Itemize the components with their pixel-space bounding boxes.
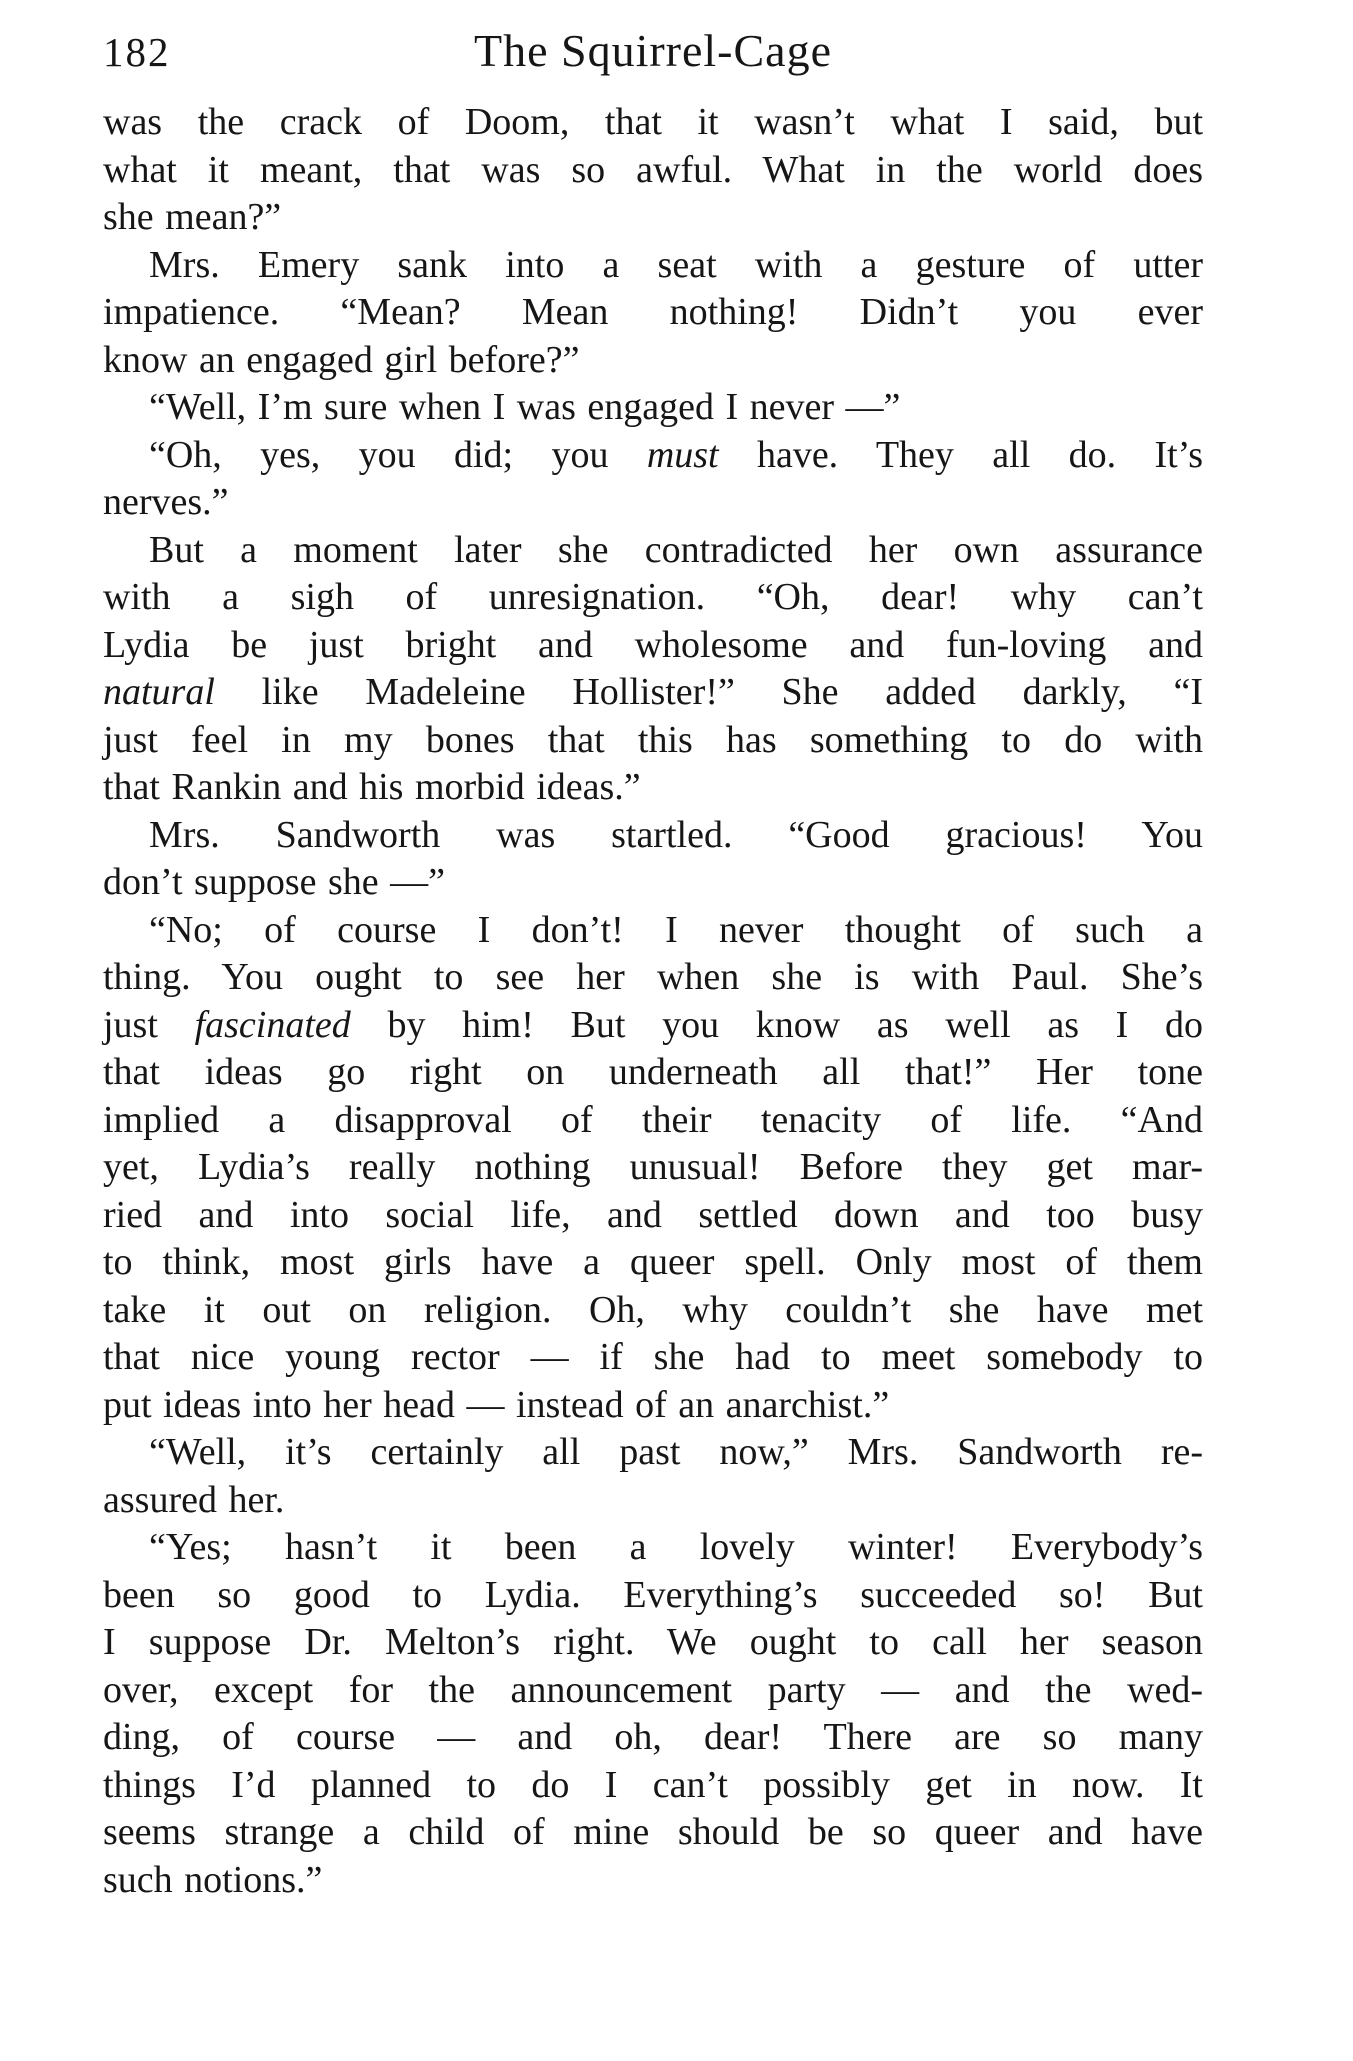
text-line: things I’d planned to do I can’t possibly get in now. It xyxy=(103,1763,1203,1806)
text-line: to think, most girls have a queer spell. Only most of them xyxy=(103,1241,1203,1283)
text-line: “Yes; hasn’t it been a lovely winter! Everybody’s xyxy=(149,1526,1203,1568)
text-line: with a sigh of unresignation. “Oh, dear! why can’t xyxy=(103,576,1203,618)
paragraph xyxy=(103,1524,1203,1904)
text-line: But a moment later she contradicted her own assurance xyxy=(149,528,1203,571)
text-line: nerves.” xyxy=(103,481,229,523)
paragraph xyxy=(103,242,1203,385)
text-line: yet, Lydia’s really nothing unusual! Before they get mar- xyxy=(103,1146,1203,1188)
text-line: ding, of course — and oh, dear! There are so many xyxy=(103,1716,1203,1758)
paragraph xyxy=(103,1429,1203,1524)
text-line: “No; of course I don’t! I never thought of such a xyxy=(149,908,1203,951)
running-head xyxy=(103,24,1203,77)
text-line: don’t suppose she —” xyxy=(103,861,445,903)
paragraph xyxy=(103,432,1203,527)
text-line: that nice young rector — if she had to meet somebody to xyxy=(103,1336,1203,1378)
text-line: Mrs. Emery sank into a seat with a gesture of utter xyxy=(149,243,1203,286)
text-line: know an engaged girl before?” xyxy=(103,338,580,381)
text-line: over, except for the announcement party — and the wed- xyxy=(103,1668,1203,1711)
text-line: natural like Madeleine Hollister!” She added darkly, “I xyxy=(103,671,1203,713)
text-line: Lydia be just bright and wholesome and fun-loving and xyxy=(103,623,1203,666)
paragraph xyxy=(103,384,1203,432)
text-line: she mean?” xyxy=(103,196,282,238)
page-content xyxy=(103,24,1203,1904)
text-line: put ideas into her head — instead of an anarchist.” xyxy=(103,1383,890,1426)
text-line: been so good to Lydia. Everything’s succeeded so! But xyxy=(103,1573,1203,1616)
paragraph xyxy=(103,99,1203,242)
running-title: The Squirrel-Cage xyxy=(473,25,833,76)
text-line: “Well, I’m sure when I was engaged I never —” xyxy=(149,386,901,428)
text-line: “Oh, yes, you did; you must have. They all do. It’s xyxy=(149,433,1203,476)
text-line: what it meant, that was so awful. What in the world does xyxy=(103,148,1203,191)
text-line: that ideas go right on underneath all that!” Her tone xyxy=(103,1051,1203,1093)
text-line: thing. You ought to see her when she is with Paul. She’s xyxy=(103,956,1203,998)
text-line: I suppose Dr. Melton’s right. We ought to call her season xyxy=(103,1621,1203,1663)
text-line: just feel in my bones that this has something to do with xyxy=(103,718,1203,761)
paragraph xyxy=(103,527,1203,812)
text-line: implied a disapproval of their tenacity of life. “And xyxy=(103,1098,1203,1141)
text-line: “Well, it’s certainly all past now,” Mrs. Sandworth re- xyxy=(149,1431,1203,1473)
text-line: just fascinated by him! But you know as well as I do xyxy=(103,1003,1203,1046)
text-line: ried and into social life, and settled down and too busy xyxy=(103,1193,1203,1236)
page-number: 182 xyxy=(103,29,171,75)
text-line: seems strange a child of mine should be so queer and have xyxy=(103,1811,1203,1853)
text-line: was the crack of Doom, that it wasn’t what I said, but xyxy=(103,101,1203,143)
paragraph xyxy=(103,812,1203,907)
text-line: that Rankin and his morbid ideas.” xyxy=(103,766,641,808)
text-line: assured her. xyxy=(103,1478,285,1521)
paragraph xyxy=(103,907,1203,1430)
text-line: take it out on religion. Oh, why couldn’t she have met xyxy=(103,1288,1203,1331)
text-line: impatience. “Mean? Mean nothing! Didn’t you ever xyxy=(103,291,1203,333)
body-text xyxy=(103,99,1203,1904)
text-line: Mrs. Sandworth was startled. “Good gracious! You xyxy=(149,813,1203,856)
text-line: such notions.” xyxy=(103,1858,323,1901)
